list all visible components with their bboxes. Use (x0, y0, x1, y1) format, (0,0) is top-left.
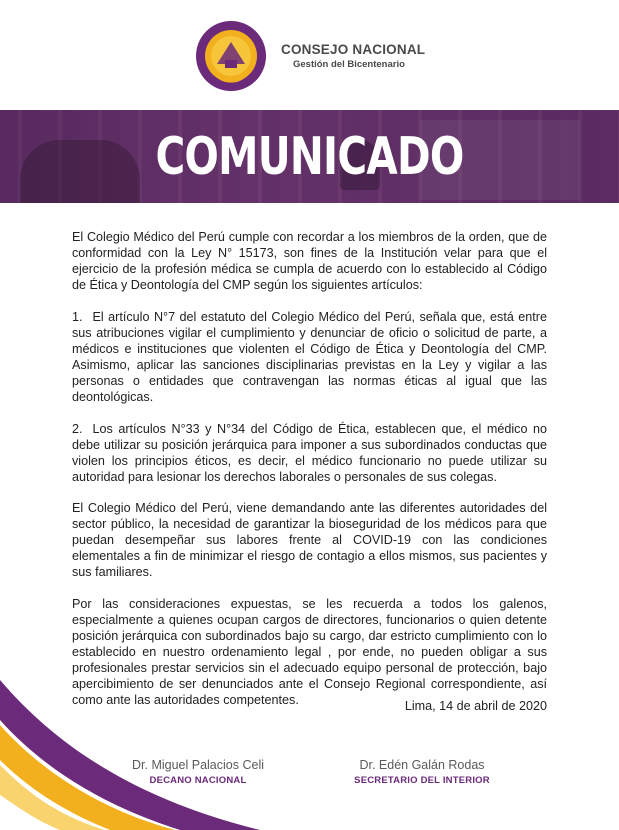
signature-decano (118, 758, 278, 786)
signature-secretario (342, 758, 502, 786)
paragraph-4: Por las consideraciones expuestas, se les recuerda a todos los galenos, especialmente a quienes ocupan cargos de directores, funcionarios o quien detente posición jerárquica con subordinados bajo su cargo, dar estricto cumplimiento con lo establecido en nuestro ordenamiento legal , por ende, no pueden obligar a sus profesionales prestar servicios sin el adecuado equipo personal de protección, bajo apercibimiento de ser denunciados ante el Consejo Regional correspondiente, así como ante las autoridades competentes. (72, 597, 547, 707)
point-1-text: El artículo N°7 del estatuto del Colegio Médico del Perú, señala que, está entre sus atribuciones vigilar el cumplimiento y denunciar de oficio o solicitud de parte, a médicos e instituciones que violenten el Código de Ética y Deontología del CMP. Asimismo, aplicar las sanciones disciplinarias previstas en la Ley y vigilar a las personas o entidades que contravengan las normas éticas al igual que las deontológicas. (72, 310, 547, 404)
org-heading (281, 42, 425, 70)
banner (0, 110, 619, 203)
signature-name: Dr. Edén Galán Rodas (359, 758, 485, 772)
intro-paragraph: El Colegio Médico del Perú cumple con recordar a los miembros de la orden, que de conformidad con la Ley N° 15173, son fines de la Institución velar para que el ejercicio de la profesión médica se cumpla de acuerdo con lo establecido al Código de Ética y Deontología del CMP según los siguientes artículos: (72, 230, 547, 292)
org-title: CONSEJO NACIONAL (281, 42, 426, 57)
signature-name: Dr. Miguel Palacios Celi (132, 758, 264, 772)
point-2-number: 2. (72, 422, 83, 436)
corner-swoosh-decoration (0, 680, 260, 830)
communique-body (72, 229, 547, 724)
org-subtitle: Gestión del Bicentenario (293, 59, 405, 70)
signature-role: DECANO NACIONAL (149, 775, 247, 786)
point-1 (72, 309, 547, 405)
point-1-number: 1. (72, 310, 83, 324)
point-2-text: Los artículos N°33 y N°34 del Código de Ética, establecen que, el médico no debe utilizar su posición jerárquica para imponer a sus subordinados conductas que violen los principios éticos, es decir, el médico funcionario no puede utilizar su autoridad para lesionar los derechos laborales o personales de sus colegas. (72, 422, 547, 484)
signature-role: SECRETARIO DEL INTERIOR (354, 775, 490, 786)
paragraph-3: El Colegio Médico del Perú, viene demandando ante las diferentes autoridades del sector público, la necesidad de garantizar la bioseguridad de los médicos para que puedan desempeñar sus labores frente al COVID-19 con las condiciones elementales a fin de minimizar el riesgo de contagio a ellos mismos, sus pacientes y sus familiares. (72, 501, 547, 579)
colegio-medico-logo (195, 20, 267, 92)
banner-title: COMUNICADO (155, 127, 464, 187)
date-line: Lima, 14 de abril de 2020 (404, 699, 547, 713)
point-2 (72, 421, 547, 485)
